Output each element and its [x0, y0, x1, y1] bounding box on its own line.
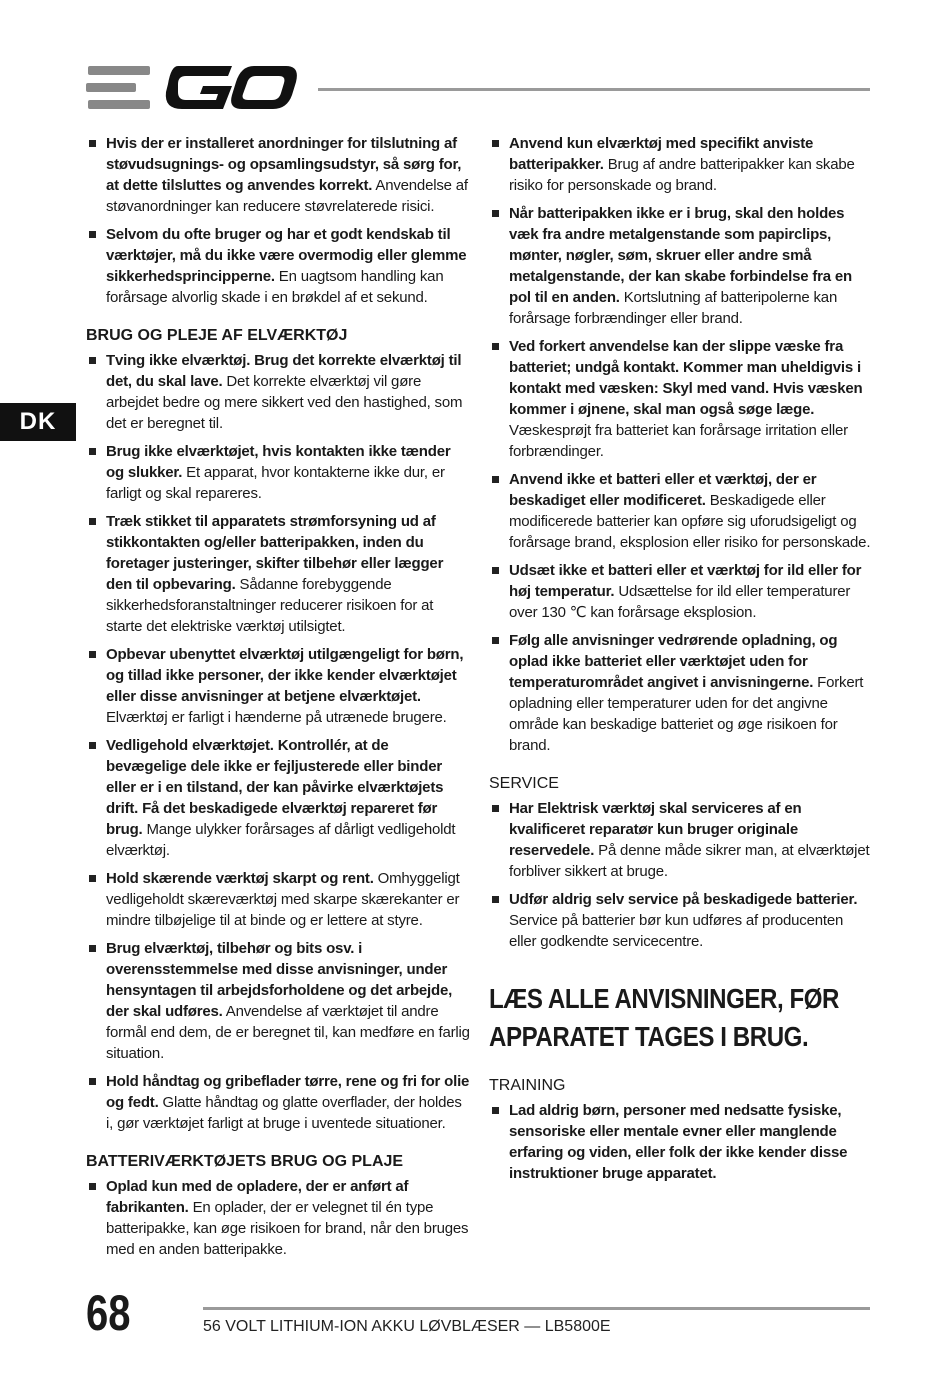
bullet-body-text: Sådanne forebyggende sikkerhedsforanstaltninger reducerer risikoen for at starte det elektriske værktøj utilsigtet. — [106, 576, 434, 635]
section-heading-service: SERVICE — [489, 775, 559, 792]
language-tab: DK — [0, 403, 76, 441]
bullet-bold-text: Selvom du ofte bruger og har et godt kendskab til værktøjer, må du ikke være overmodig eller glemme sikkerhedsprincipperne. — [106, 226, 467, 285]
bullet-body-text: Omhyggeligt vedligeholdt skæreværktøj med skarpe skærekanter er mindre tilbøjelige til at binde og er lettere at styre. — [106, 870, 460, 929]
bullet-item — [489, 203, 873, 329]
bullet-item — [489, 630, 873, 756]
bullet-body-text: Elværktøj er farligt i hænderne på utrænede brugere. — [106, 709, 447, 726]
bullet-bold-text: Udsæt ikke et batteri eller et værktøj for ild eller for høj temperatur. — [509, 562, 862, 600]
bullet-item — [86, 511, 470, 637]
footer-product-line: 56 VOLT LITHIUM-ION AKKU LØVBLÆSER — LB5800E — [203, 1318, 611, 1335]
bullet-item — [86, 1176, 470, 1260]
bullet-item — [86, 644, 470, 728]
bullet-bold-text: Lad aldrig børn, personer med nedsatte fysiske, sensoriske eller mentale evner eller manglende erfaring og viden, eller folk der ikke kender disse instruktioner bruge apparatet. — [509, 1102, 848, 1182]
bullet-bold-text: Vedligehold elværktøjet. Kontrollér, at de bevægelige dele ikke er fejljusterede eller binder eller er i en tilstand, der kan påvirke elværktøjets drift. Få det beskadigede elværktøj repareret før brug. — [106, 737, 444, 838]
right-column — [489, 133, 873, 1191]
bullet-item — [86, 938, 470, 1064]
bullet-bold-text: Hvis der er installeret anordninger for tilslutning af støvudsugnings- og opsamlingsudstyr, så sørg for, at dette tilsluttes og anvendes korrekt. — [106, 135, 462, 194]
bullet-body-text: En oplader, der er velegnet til én type batteripakke, kan øge risikoen for brand, når den bruges med en anden batteripakke. — [106, 1199, 469, 1258]
bullet-body-text: Brug af andre batteripakker kan skabe risiko for personskade og brand. — [509, 156, 855, 194]
bullet-item — [86, 868, 470, 931]
bullet-body-text: Et apparat, hvor kontakterne ikke dur, er farligt og skal repareres. — [106, 464, 445, 502]
bullet-bold-text: Opbevar ubenyttet elværktøj utilgængeligt for børn, og tillad ikke personer, der ikke kender elværktøjet eller disse anvisninger at betjene elværktøjet. — [106, 646, 464, 705]
page-number: 68 — [86, 1285, 131, 1341]
section-heading-battery-use: BATTERIVÆRKTØJETS BRUG OG PLAJE — [86, 1153, 404, 1170]
bullet-bold-text: Udfør aldrig selv service på beskadigede batterier. — [509, 891, 858, 908]
bullet-bold-text: Ved forkert anvendelse kan der slippe væske fra batteriet; undgå kontakt. Kommer man uheldigvis i kontakt med væsken: Skyl med vand. Hvis væsken kommer i øjnene, skal man også søge læge. — [509, 338, 863, 418]
bullet-body-text: En uagtsom handling kan forårsage alvorlig skade i en brøkdel af et sekund. — [106, 268, 444, 306]
bullet-bold-text: Anvend kun elværktøj med specifikt anviste batteripakker. — [509, 135, 814, 173]
left-column — [86, 133, 470, 1267]
bullet-item — [489, 560, 873, 623]
bullet-body-text: På denne måde sikrer man, at elværktøjet forbliver sikkert at bruge. — [509, 842, 870, 880]
bullet-bold-text: Brug ikke elværktøjet, hvis kontakten ikke tænder og slukker. — [106, 443, 451, 481]
footer-rule — [203, 1307, 870, 1310]
main-warning-heading: LÆS ALLE ANVISNINGER, FØR APPARATET TAGES I BRUG. — [489, 983, 840, 1052]
bullet-bold-text: Oplad kun med de opladere, der er anført af fabrikanten. — [106, 1178, 409, 1216]
bullet-bold-text: Anvend ikke et batteri eller et værktøj, der er beskadiget eller modificeret. — [509, 471, 817, 509]
bullet-item — [86, 133, 470, 217]
bullet-item — [86, 1071, 470, 1134]
bullet-bold-text: Har Elektrisk værktøj skal serviceres af en kvalificeret reparatør kun bruger originale reservedele. — [509, 800, 802, 859]
header-rule — [318, 88, 870, 91]
bullet-bold-text: Følg alle anvisninger vedrørende opladning, og oplad ikke batteriet eller værktøjet uden for temperaturområdet angivet i anvisningerne. — [509, 632, 838, 691]
bullet-bold-text: Brug elværktøj, tilbehør og bits osv. i overensstemmelse med disse anvisninger, under hensyntagen til arbejdsforholdene og det arbejde, der skal udføres. — [106, 940, 453, 1020]
bullet-item — [489, 336, 873, 462]
bullet-bold-text: Når batteripakken ikke er i brug, skal den holdes væk fra andre metalgenstande som papirclips, mønter, nøgler, søm, skruer eller andre små metalgenstande, der kan skabe forbindelse fra en pol til en anden. — [509, 205, 853, 306]
bullet-item — [86, 441, 470, 504]
bullet-item — [489, 889, 873, 952]
bullet-bold-text: Træk stikket til apparatets strømforsyning ud af stikkontakten og/eller batteripakken, inden du foretager justeringer, skifter tilbehør eller lægger den til opbevaring. — [106, 513, 444, 593]
bullet-item — [86, 735, 470, 861]
ego-logo — [86, 62, 298, 114]
bullet-item — [489, 798, 873, 882]
section-heading-use-care: BRUG OG PLEJE AF ELVÆRKTØJ — [86, 327, 348, 344]
bullet-body-text: Anvendelse af støvanordninger kan reducere støvrelaterede risici. — [106, 177, 468, 215]
bullet-bold-text: Tving ikke elværktøj. Brug det korrekte elværktøj til det, du skal lave. — [106, 352, 462, 390]
bullet-item — [86, 350, 470, 434]
bullet-bold-text: Hold skærende værktøj skarpt og rent. — [106, 870, 374, 887]
bullet-body-text: Service på batterier bør kun udføres af producenten eller godkendte servicecentre. — [509, 912, 844, 950]
bullet-item — [489, 133, 873, 196]
bullet-body-text: Mange ulykker forårsages af dårligt vedligeholdt elværktøj. — [106, 821, 456, 859]
bullet-body-text: Glatte håndtag og glatte overflader, der holdes i, gør værktøjet farligt at bruge i uventede situationer. — [106, 1094, 462, 1132]
bullet-body-text: Væskesprøjt fra batteriet kan forårsage irritation eller forbrændinger. — [509, 422, 848, 460]
bullet-item — [489, 469, 873, 553]
bullet-item — [489, 1100, 873, 1184]
bullet-bold-text: Hold håndtag og gribeflader tørre, rene og fri for olie og fedt. — [106, 1073, 470, 1111]
bullet-body-text: Udsættelse for ild eller temperaturer over 130 ℃ kan forårsage eksplosion. — [509, 583, 851, 621]
bullet-body-text: Det korrekte elværktøj vil gøre arbejdet bedre og mere sikkert ved den hastighed, som det er beregnet til. — [106, 373, 463, 432]
section-heading-training: TRAINING — [489, 1077, 566, 1094]
bullet-item — [86, 224, 470, 308]
bullet-body-text: Kortslutning af batteripolerne kan forårsage forbrændinger eller brand. — [509, 289, 838, 327]
bullet-body-text: Forkert opladning eller temperaturer uden for det angivne område kan beskadige batteriet og øge risikoen for brand. — [509, 674, 864, 754]
bullet-body-text: Anvendelse af værktøjet til andre formål end dem, de er beregnet til, kan medføre en farlig situation. — [106, 1003, 470, 1062]
bullet-body-text: Beskadigede eller modificerede batterier kan opføre sig uforudsigeligt og forårsage brand, eksplosion eller risiko for personskade. — [509, 492, 871, 551]
